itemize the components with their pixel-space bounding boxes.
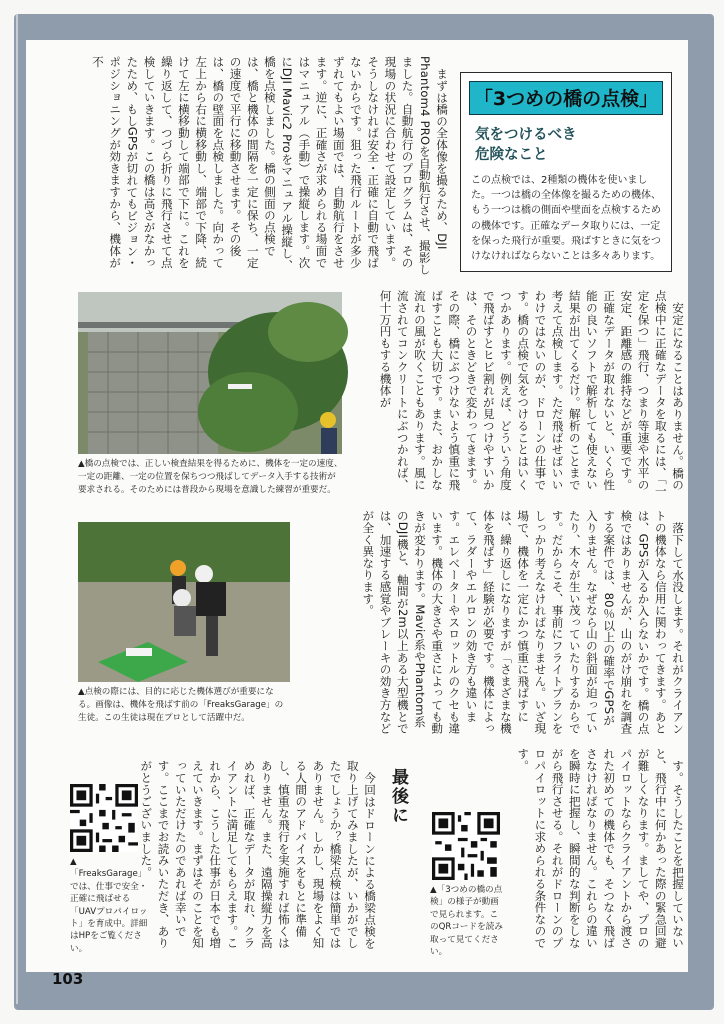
article-column-bottom-left [139,760,378,956]
page-number: 103 [52,970,84,988]
qr-code-video[interactable] [432,812,500,880]
article-text-lower: 落下して水没します。それがクライアントの機体なら信用に関わってきます。あとは、GPSが入るか入らないかです。橋の点検ではありませんが、山のがけ崩れを調査する案件では、80％以上の確率でGPSが入りません。なぜなら山の斜面が迫っていたり、木々が生い茂っていたりするからです。だからこそ、事前にフライトプランをしっかり考えなければなりません。いざ現場で、機体を一定にかつ慎重に飛ばすには、繰り返しになりますが「さまざまな機体を飛ばす」経験が必要です。機体によって、ラダーやエルロンの効き方も違います。エレベーターやスロットルのクセも違います。機体の大きさや重さによっても動きが変わります。Mavic系やPhantom系のDJI機と、軸間が2m以上ある大型機とでは、加速する感覚やブレーキの効き方などが全く異なります。 [361,510,685,735]
qr-code-website[interactable] [70,784,138,852]
students-photo-image [78,522,290,682]
article-text-top: まずは橋の全体像を撮るため、DJI Phantom4 PROを自動航行させ、撮影しました。自動航行のプログラムは、その現場の状況に合わせて設定しています。そうしなければ安全・正確に自動で飛ばないからです。狙った飛行ルートが多少ずれてもよい場面では、自動航行をさせます。逆に、正確さが求められる場面ではマニュアル（手動）で操縦します。次にDJI Mavic2 Proをマニュアル操縦し、橋を点検しました。橋の側面の点検では、橋と機体の間隔を一定に保ち、一定の速度で平行に移動させます。その後は、橋の壁面を点検しました。向かって左上から右に横移動し、端部で下降、続けて左に横移動して端部で下に。これを繰り返して、つづら折りに飛行させて点検していきます。この橋は高さがなかったため、もしGPSが切れてもビジョン・ポジショニングが効きますから、機体が不 [90,56,449,276]
article-column-top [62,56,450,280]
photo-bridge-caption: ▲橋の点検では、正しい検査結果を得るために、機体を一定の速度、一定の距離、一定の位置を保ちつつ飛ばしてデータ入手する技術が要求される。そのためには普段から現場を意識した練習が重要だ。 [78,459,343,495]
bridge-photo-image [78,292,342,454]
article-text-middle: 安定になることはありません。橋の点検中に正確なデータを取るには、「一定を保つ」飛行、つまり等速や水平の安定、距離感の維持などが重要です。正確なデータが取れないと、いくら性能の良いソフトで解析しても使えない結果が出てくるだけ。解析のことまで考えて点検します。ただ飛ばせばいいわけではないのが、ドローンの仕事です。橋の点検で気をつけることはいくつかあります。例えば、どういう角度で飛ばすとヒビ割れが見つけやすいかは、そのときどきで変わってきます。その際、橋にぶつけないよう慎重に飛ばすことも大切です。また、おかしな流れの風が吹くこともあります。風に流されてコンクリートにぶつかれば、何十万円もする機体が [378,290,685,497]
article-text-bottom-right: す。そうしたことを把握していないと、飛行中に何かあった際の緊急回避が難しくなります。ましてや、プロのパイロットならクライアントから渡された初めての機体でも、そつなく飛ばさなければなりません。これらの違いを瞬時に把握し、瞬間的な判断をしながら飛行させる。それがドローンのプロパイロットに求められる条件なのです。 [516,748,685,949]
qr-code-video-icon [432,812,500,880]
photo-students-drone [78,522,290,682]
qr-code-website-icon [70,784,138,852]
article-text-bottom-left: 今回はドローンによる橋梁点検を取り上げてみましたが、いかがでしたでしょうか？橋梁点検は簡単ではありません。しかし、現場をよく知る人間のアドバイスをもとに準備し、慎重な飛行を実施すれば怖くはありません。また、遠隔操縦力を高めれば、正確なデータが取れ、クライアントに満足してもらえます。これから、こうした仕事が日本でも増えていきます。まずはそのことを知っていただけたのであれば幸いです。ここまでお読みいただき、ありがとうございました。 [139,760,377,949]
closing-heading: 最後に [388,768,408,825]
binding-edge [16,14,18,1004]
section-box [460,72,672,272]
qr-website-caption: ▲「FreaksGarage」では、仕事で安全・正確に飛ばせる「UAVプロパイロット」を育成中。詳細はHPをご覧ください。 [70,857,148,954]
article-column-lower [304,510,686,736]
article-column-middle [356,290,686,502]
photo-bridge-inspection [78,292,342,454]
article-column-bottom-right [508,748,686,958]
section-subtitle-line1: 気をつけるべき [475,127,577,143]
section-subtitle-line2: 危険なこと [475,147,548,163]
section-subtitle [475,125,665,165]
section-body: この点検では、2種類の機体を使いました。一つは橋の全体像を撮るための機体、もう一つは橋の側面や壁面を点検するための機体です。正確なデータ取りには、一定を保った飛行が重要。飛ばすときに気をつけなければならないことは多々あります。 [471,175,661,263]
photo-students-caption: ▲点検の際には、目的に応じた機体選びが重要になる。画像は、機体を飛ばす前の「FreaksGarage」の生徒。この生徒は現在プロとして活躍中だ。 [78,687,284,723]
section-title: 「3つめの橋の点検」 [469,81,663,115]
qr-video-caption: ▲「3つめの橋の点検」の様子が動画で見られます。このQRコードを読み取って見てください。 [430,885,503,958]
